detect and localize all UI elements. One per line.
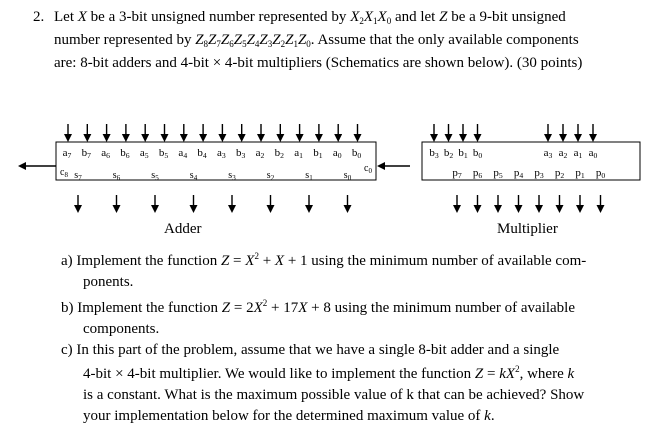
adder-input-label-letter: b — [236, 147, 242, 159]
part-a: a) Implement the function $Z = X^2 + X + 1$ using the minimum number of available com- — [61, 251, 587, 269]
multiplier-block — [422, 124, 640, 211]
multiplier-input-b-label-index: 1 — [463, 151, 468, 160]
adder-input-label-letter: b — [274, 147, 281, 159]
adder-input-label — [178, 147, 187, 160]
adder-output-label-letter: s — [112, 170, 117, 181]
adder-input-label-letter: a — [217, 147, 222, 159]
adder-input-label-index: 1 — [318, 151, 323, 160]
z-bit-index: 5 — [242, 39, 247, 49]
adder-output-label-index: 2 — [270, 174, 275, 182]
multiplier-input-a-label — [574, 147, 583, 160]
multiplier-output-label — [452, 167, 462, 180]
problem-number: 2. — [33, 9, 45, 25]
adder-input-label-letter: b — [197, 147, 203, 159]
adder-input-label — [217, 147, 226, 160]
multiplier-input-b-label — [473, 147, 483, 160]
problem-line-3: are: 8-bit adders and 4-bit × 4-bit multipliers (Schematics are shown below). (30 points) — [54, 55, 583, 71]
part-b: b) Implement the function $Z = 2X^2 + 17X + 8$ using the minimum number of available — [61, 298, 576, 316]
adder-output-label-index: 5 — [155, 174, 159, 182]
adder-output-label — [113, 170, 121, 182]
part-c-line-2: 4-bit × 4-bit multiplier. We would like to implement the function $Z = kX^2$, where k — [83, 364, 575, 382]
carry-out-label-index: 8 — [64, 171, 68, 179]
adder-output-label-index: 0 — [347, 174, 352, 182]
multiplier-output-label-letter: p — [534, 167, 540, 179]
z-bit-index: 6 — [229, 39, 234, 49]
carry-out-label — [60, 167, 68, 179]
z-bit-var: Z — [208, 32, 217, 48]
adder-output-label-index: 7 — [78, 174, 82, 182]
z-bit-var: Z — [259, 32, 268, 48]
adder-input-label-letter: a — [139, 147, 145, 159]
z-bit-index: 3 — [267, 39, 273, 49]
adder-input-label-index: 4 — [183, 151, 188, 160]
adder-input-label-letter: a — [332, 147, 338, 159]
part-c-line-4: your implementation below for the determined maximum value of k. — [83, 408, 495, 424]
z-bit-var: Z — [220, 32, 230, 48]
z-bit-index: 7 — [216, 39, 221, 49]
adder-input-label-index: 2 — [280, 151, 284, 160]
carry-in-label-index: 0 — [368, 167, 372, 175]
adder-output-label-letter: s — [305, 170, 310, 181]
multiplier-input-a-label-letter: a — [588, 147, 594, 159]
multiplier-output-label-letter: p — [575, 167, 581, 179]
multiplier-input-a-label — [544, 147, 553, 160]
adder-output-label-letter: s — [74, 170, 79, 181]
adder-output-label — [74, 170, 82, 182]
multiplier-input-a-label-letter: a — [573, 147, 579, 159]
multiplier-input-b-label-letter: b — [472, 147, 479, 159]
adder-output-label — [344, 170, 352, 182]
adder-output-label-index: 6 — [116, 174, 121, 182]
adder-output-label — [267, 170, 275, 182]
adder-input-label-index: 5 — [164, 151, 169, 160]
adder-output-label-letter: s — [189, 170, 194, 181]
multiplier-caption: Multiplier — [497, 221, 558, 237]
carry-out-label-letter: c — [60, 167, 65, 178]
multiplier-output-label — [575, 167, 585, 180]
multiplier-output-label-index: 3 — [539, 171, 544, 180]
adder-input-label-index: 4 — [202, 151, 207, 160]
z-bit-var: Z — [246, 32, 255, 48]
multiplier-output-label-letter: p — [595, 167, 602, 179]
multiplier-input-b-label-letter: b — [429, 147, 435, 159]
multiplier-input-b-label — [444, 147, 454, 160]
z-bit-var: Z — [272, 32, 281, 48]
adder-input-label — [275, 147, 285, 160]
adder-input-label-index: 7 — [87, 151, 91, 160]
adder-input-label-index: 2 — [260, 151, 265, 160]
multiplier-output-label — [534, 167, 544, 180]
adder-input-label — [294, 147, 303, 160]
adder-input-label-index: 1 — [299, 151, 303, 160]
multiplier-output-label-letter: p — [554, 167, 561, 179]
problem-line-1: Let X be a 3-bit unsigned number represented by $X_2X_1X_0$ and let Z be a 9-bit unsigned — [54, 9, 566, 26]
z-bit-index: 0 — [306, 39, 311, 49]
multiplier-output-label-index: 6 — [478, 171, 483, 180]
adder-caption: Adder — [164, 221, 202, 237]
adder-input-label-letter: b — [158, 147, 165, 159]
adder-output-label — [190, 170, 198, 182]
adder-output-label-letter: s — [343, 170, 348, 181]
part-b-cont: components. — [83, 321, 160, 337]
multiplier-output-label-letter: p — [513, 167, 520, 179]
z-bit-index: 4 — [254, 39, 260, 49]
multiplier-input-b-label — [458, 147, 468, 160]
multiplier-output-label — [514, 167, 524, 180]
multiplier-output-label-index: 0 — [601, 171, 606, 180]
multiplier-input-a-label-index: 3 — [548, 151, 553, 160]
z-bit-var: Z — [297, 32, 307, 48]
multiplier-input-b-label-index: 3 — [434, 151, 439, 160]
adder-input-label — [159, 147, 169, 160]
adder-input-label-index: 6 — [106, 151, 110, 160]
z-bit-var: Z — [195, 32, 204, 48]
adder-input-label-letter: b — [120, 147, 126, 159]
adder-input-label-letter: a — [294, 147, 300, 159]
adder-input-label-index: 0 — [337, 151, 342, 160]
carry-in-label — [364, 163, 372, 175]
adder-input-label — [120, 147, 129, 160]
multiplier-input-b-label-letter: b — [443, 147, 450, 159]
multiplier-input-a-label — [559, 147, 568, 160]
adder-output-label-index: 4 — [193, 174, 198, 182]
z-bit-index: 1 — [293, 39, 298, 49]
multiplier-output-label — [596, 167, 606, 180]
z-bit-var: Z — [285, 32, 294, 48]
adder-block — [20, 124, 410, 211]
adder-output-label-letter: s — [228, 170, 233, 181]
multiplier-output-label — [473, 167, 483, 180]
multiplier-output-label — [493, 167, 503, 180]
adder-input-label — [352, 147, 362, 160]
adder-input-label-letter: b — [351, 147, 358, 159]
part-a-cont: ponents. — [83, 274, 134, 290]
multiplier-output-label — [555, 167, 565, 180]
adder-input-label — [82, 147, 92, 160]
adder-output-label-letter: s — [151, 170, 156, 181]
adder-input-label — [197, 147, 207, 160]
part-c-line-1: c) In this part of the problem, assume that we have a single 8-bit adder and a single — [61, 342, 560, 358]
problem-line-2: number represented by $Z_8Z_7Z_6Z_5Z_4Z_3Z_2Z_1Z_0$. Assume that the only available components — [54, 32, 579, 49]
multiplier-input-b-label-index: 0 — [478, 151, 483, 160]
adder-input-label-letter: a — [101, 147, 107, 159]
adder-input-label — [236, 147, 246, 160]
adder-input-label-index: 6 — [125, 151, 130, 160]
z-bit-var: Z — [233, 32, 243, 48]
multiplier-input-a-label-index: 0 — [593, 151, 598, 160]
multiplier-input-a-label-letter: a — [543, 147, 549, 159]
adder-input-label-index: 3 — [221, 151, 226, 160]
multiplier-input-b-label-index: 2 — [449, 151, 454, 160]
adder-output-label — [151, 170, 159, 182]
multiplier-input-a-label-index: 1 — [578, 151, 583, 160]
adder-input-label — [256, 147, 265, 160]
multiplier-input-a-label-index: 2 — [563, 151, 568, 160]
multiplier-input-b-label — [429, 147, 439, 160]
adder-input-label-index: 0 — [357, 151, 362, 160]
adder-output-label-index: 1 — [309, 174, 313, 182]
adder-output-label — [228, 170, 236, 182]
adder-input-label — [63, 147, 72, 160]
multiplier-output-label-letter: p — [493, 167, 499, 179]
adder-output-label — [305, 170, 313, 182]
adder-input-label — [140, 147, 149, 160]
multiplier-output-label-index: 4 — [519, 171, 524, 180]
multiplier-output-label-index: 5 — [498, 171, 503, 180]
adder-input-label — [333, 147, 342, 160]
adder-input-label-index: 5 — [144, 151, 149, 160]
multiplier-output-label-letter: p — [472, 167, 479, 179]
adder-output-label-letter: s — [266, 170, 271, 181]
z-bit-index: 2 — [280, 39, 286, 49]
multiplier-input-a-label-letter: a — [558, 147, 564, 159]
part-c-line-3: is a constant. What is the maximum possible value of k that can be achieved? Show — [83, 387, 585, 403]
z-bit-index: 8 — [203, 39, 209, 49]
adder-input-label — [101, 147, 110, 160]
adder-input-label-index: 7 — [67, 151, 72, 160]
adder-input-label-letter: a — [178, 147, 184, 159]
adder-input-label-letter: a — [255, 147, 261, 159]
adder-input-label — [313, 147, 323, 160]
multiplier-input-a-label — [589, 147, 598, 160]
multiplier-output-label-index: 7 — [457, 171, 462, 180]
multiplier-output-label-index: 1 — [580, 171, 585, 180]
adder-output-label-index: 3 — [232, 174, 236, 182]
adder-input-label-index: 3 — [241, 151, 246, 160]
adder-input-label-letter: b — [81, 147, 88, 159]
multiplier-output-label-index: 2 — [560, 171, 565, 180]
multiplier-input-b-label-letter: b — [458, 147, 464, 159]
carry-in-label-letter: c — [364, 163, 369, 174]
adder-input-label-letter: b — [313, 147, 319, 159]
multiplier-output-label-letter: p — [452, 167, 458, 179]
adder-input-label-letter: a — [62, 147, 68, 159]
